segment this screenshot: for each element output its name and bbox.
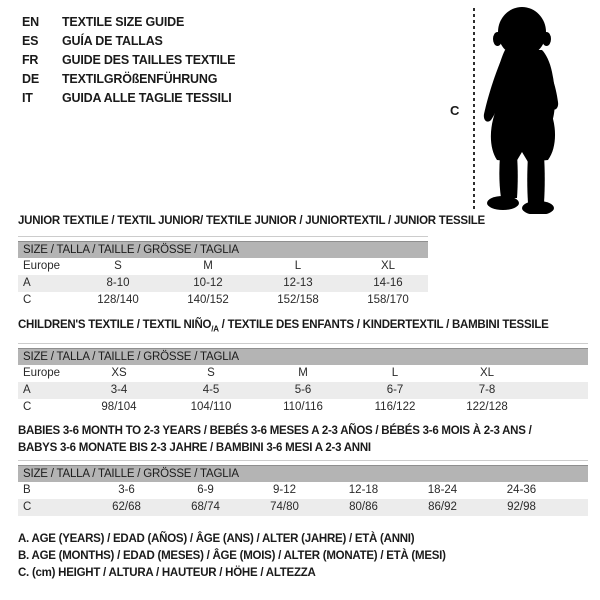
height-cell: 74/80: [270, 501, 299, 513]
table-top-rule: [18, 236, 428, 237]
language-label: TEXTILE SIZE GUIDE: [62, 15, 185, 29]
baby-height-figure: [448, 6, 596, 214]
age-cell: 9-12: [272, 484, 297, 496]
table-top-rule: [18, 460, 588, 461]
age-cell: 7-8: [478, 384, 496, 396]
height-cell: 80/86: [349, 501, 378, 513]
legend-note-c: C. (cm) HEIGHT / ALTURA / HAUTEUR / HÖHE / ALTEZZA: [18, 567, 316, 579]
age-cell: 5-6: [294, 384, 312, 396]
height-cell: 62/68: [112, 501, 141, 513]
language-row: [22, 32, 235, 51]
language-label: TEXTILGRÖßENFÜHRUNG: [62, 72, 218, 86]
age-cell: 12-18: [348, 484, 379, 496]
height-cell: 104/110: [190, 401, 232, 413]
size-header-band: SIZE / TALLA / TAILLE / GRÖSSE / TAGLIA: [18, 348, 588, 365]
language-list: [22, 13, 235, 108]
size-cell: XL: [479, 367, 495, 379]
age-cell: 8-10: [106, 277, 130, 289]
age-cell: 14-16: [373, 277, 403, 289]
table-row: [18, 292, 428, 309]
height-cell: 152/158: [277, 294, 319, 306]
age-cell: 3-4: [110, 384, 128, 396]
children-title-post: / TEXTILE DES ENFANTS / KINDERTEXTIL / BAMBINI TESSILE: [218, 319, 549, 331]
age-cell: 6-9: [197, 484, 214, 496]
height-cell: 122/128: [466, 401, 508, 413]
table-row: [18, 365, 588, 382]
height-cell: 158/170: [367, 294, 409, 306]
language-code: EN: [22, 15, 39, 29]
height-cell: 86/92: [428, 501, 457, 513]
row-label: C: [23, 294, 32, 306]
row-label: B: [23, 484, 31, 496]
language-row: [22, 51, 235, 70]
age-cell: 18-24: [427, 484, 458, 496]
size-cell: M: [203, 260, 213, 272]
babies-title-line1: BABIES 3-6 MONTH TO 2-3 YEARS / BEBÉS 3-6 MESES A 2-3 AÑOS / BÉBÉS 3-6 MOIS À 2-3 ANS /: [18, 425, 532, 437]
children-title-sub: /A: [211, 324, 219, 334]
size-cell: XS: [111, 367, 127, 379]
junior-table-title: JUNIOR TEXTILE / TEXTIL JUNIOR/ TEXTILE JUNIOR / JUNIORTEXTIL / JUNIOR TESSILE: [18, 215, 485, 227]
size-cell: S: [207, 367, 215, 379]
language-code: IT: [22, 91, 33, 105]
height-cell: 92/98: [507, 501, 536, 513]
table-row: [18, 399, 588, 416]
size-header-band: SIZE / TALLA / TAILLE / GRÖSSE / TAGLIA: [18, 241, 428, 258]
language-row: [22, 13, 235, 32]
height-cell: 140/152: [187, 294, 229, 306]
size-cell: L: [391, 367, 399, 379]
age-cell: 12-13: [283, 277, 313, 289]
row-label: C: [23, 501, 32, 513]
size-cell: S: [114, 260, 122, 272]
size-cell: L: [294, 260, 302, 272]
table-top-rule: [18, 343, 588, 344]
row-label: C: [23, 401, 32, 413]
language-code: DE: [22, 72, 39, 86]
size-header-band: SIZE / TALLA / TAILLE / GRÖSSE / TAGLIA: [18, 465, 588, 482]
age-cell: 24-36: [506, 484, 537, 496]
height-cell: 128/140: [97, 294, 139, 306]
language-label: GUÍA DE TALLAS: [62, 34, 163, 48]
age-cell: 10-12: [193, 277, 223, 289]
row-label: A: [23, 277, 31, 289]
height-cell: 68/74: [191, 501, 220, 513]
row-label: A: [23, 384, 31, 396]
size-cell: M: [298, 367, 308, 379]
row-label: Europe: [23, 367, 61, 379]
age-cell: 6-7: [386, 384, 404, 396]
legend-notes: [18, 531, 446, 582]
language-row: [22, 70, 235, 89]
table-row: [18, 382, 588, 399]
table-row: [18, 258, 428, 275]
table-row: [18, 482, 588, 499]
language-code: ES: [22, 34, 39, 48]
height-measure-line: [473, 8, 475, 212]
size-cell: XL: [380, 260, 396, 272]
height-cell: 116/122: [374, 401, 416, 413]
language-label: GUIDA ALLE TAGLIE TESSILI: [62, 91, 232, 105]
children-size-table: [18, 343, 588, 416]
height-cell: 110/116: [283, 401, 323, 413]
age-cell: 3-6: [118, 484, 135, 496]
table-row: [18, 499, 588, 516]
row-label: Europe: [23, 260, 61, 272]
children-table-title: [18, 317, 549, 338]
age-cell: 4-5: [202, 384, 220, 396]
babies-size-table: [18, 460, 588, 516]
legend-note-a: A. AGE (YEARS) / EDAD (AÑOS) / ÂGE (ANS) / ALTER (JAHRE) / ETÀ (ANNI): [18, 533, 415, 545]
babies-title-line2: BABYS 3-6 MONATE BIS 2-3 JAHRE / BAMBINI 3-6 MESI A 2-3 ANNI: [18, 441, 371, 454]
babies-table-title: [18, 423, 532, 456]
junior-size-table: [18, 236, 428, 309]
children-title-pre: CHILDREN'S TEXTILE / TEXTIL NIÑO: [18, 319, 212, 331]
language-label: GUIDE DES TAILLES TEXTILE: [62, 53, 236, 67]
baby-silhouette-icon: [480, 6, 576, 214]
height-measure-label: C: [450, 103, 460, 118]
language-row: [22, 89, 235, 108]
language-code: FR: [22, 53, 39, 67]
table-row: [18, 275, 428, 292]
legend-note-b: B. AGE (MONTHS) / EDAD (MESES) / ÂGE (MOIS) / ALTER (MONATE) / ETÀ (MESI): [18, 550, 446, 562]
height-cell: 98/104: [101, 401, 137, 413]
